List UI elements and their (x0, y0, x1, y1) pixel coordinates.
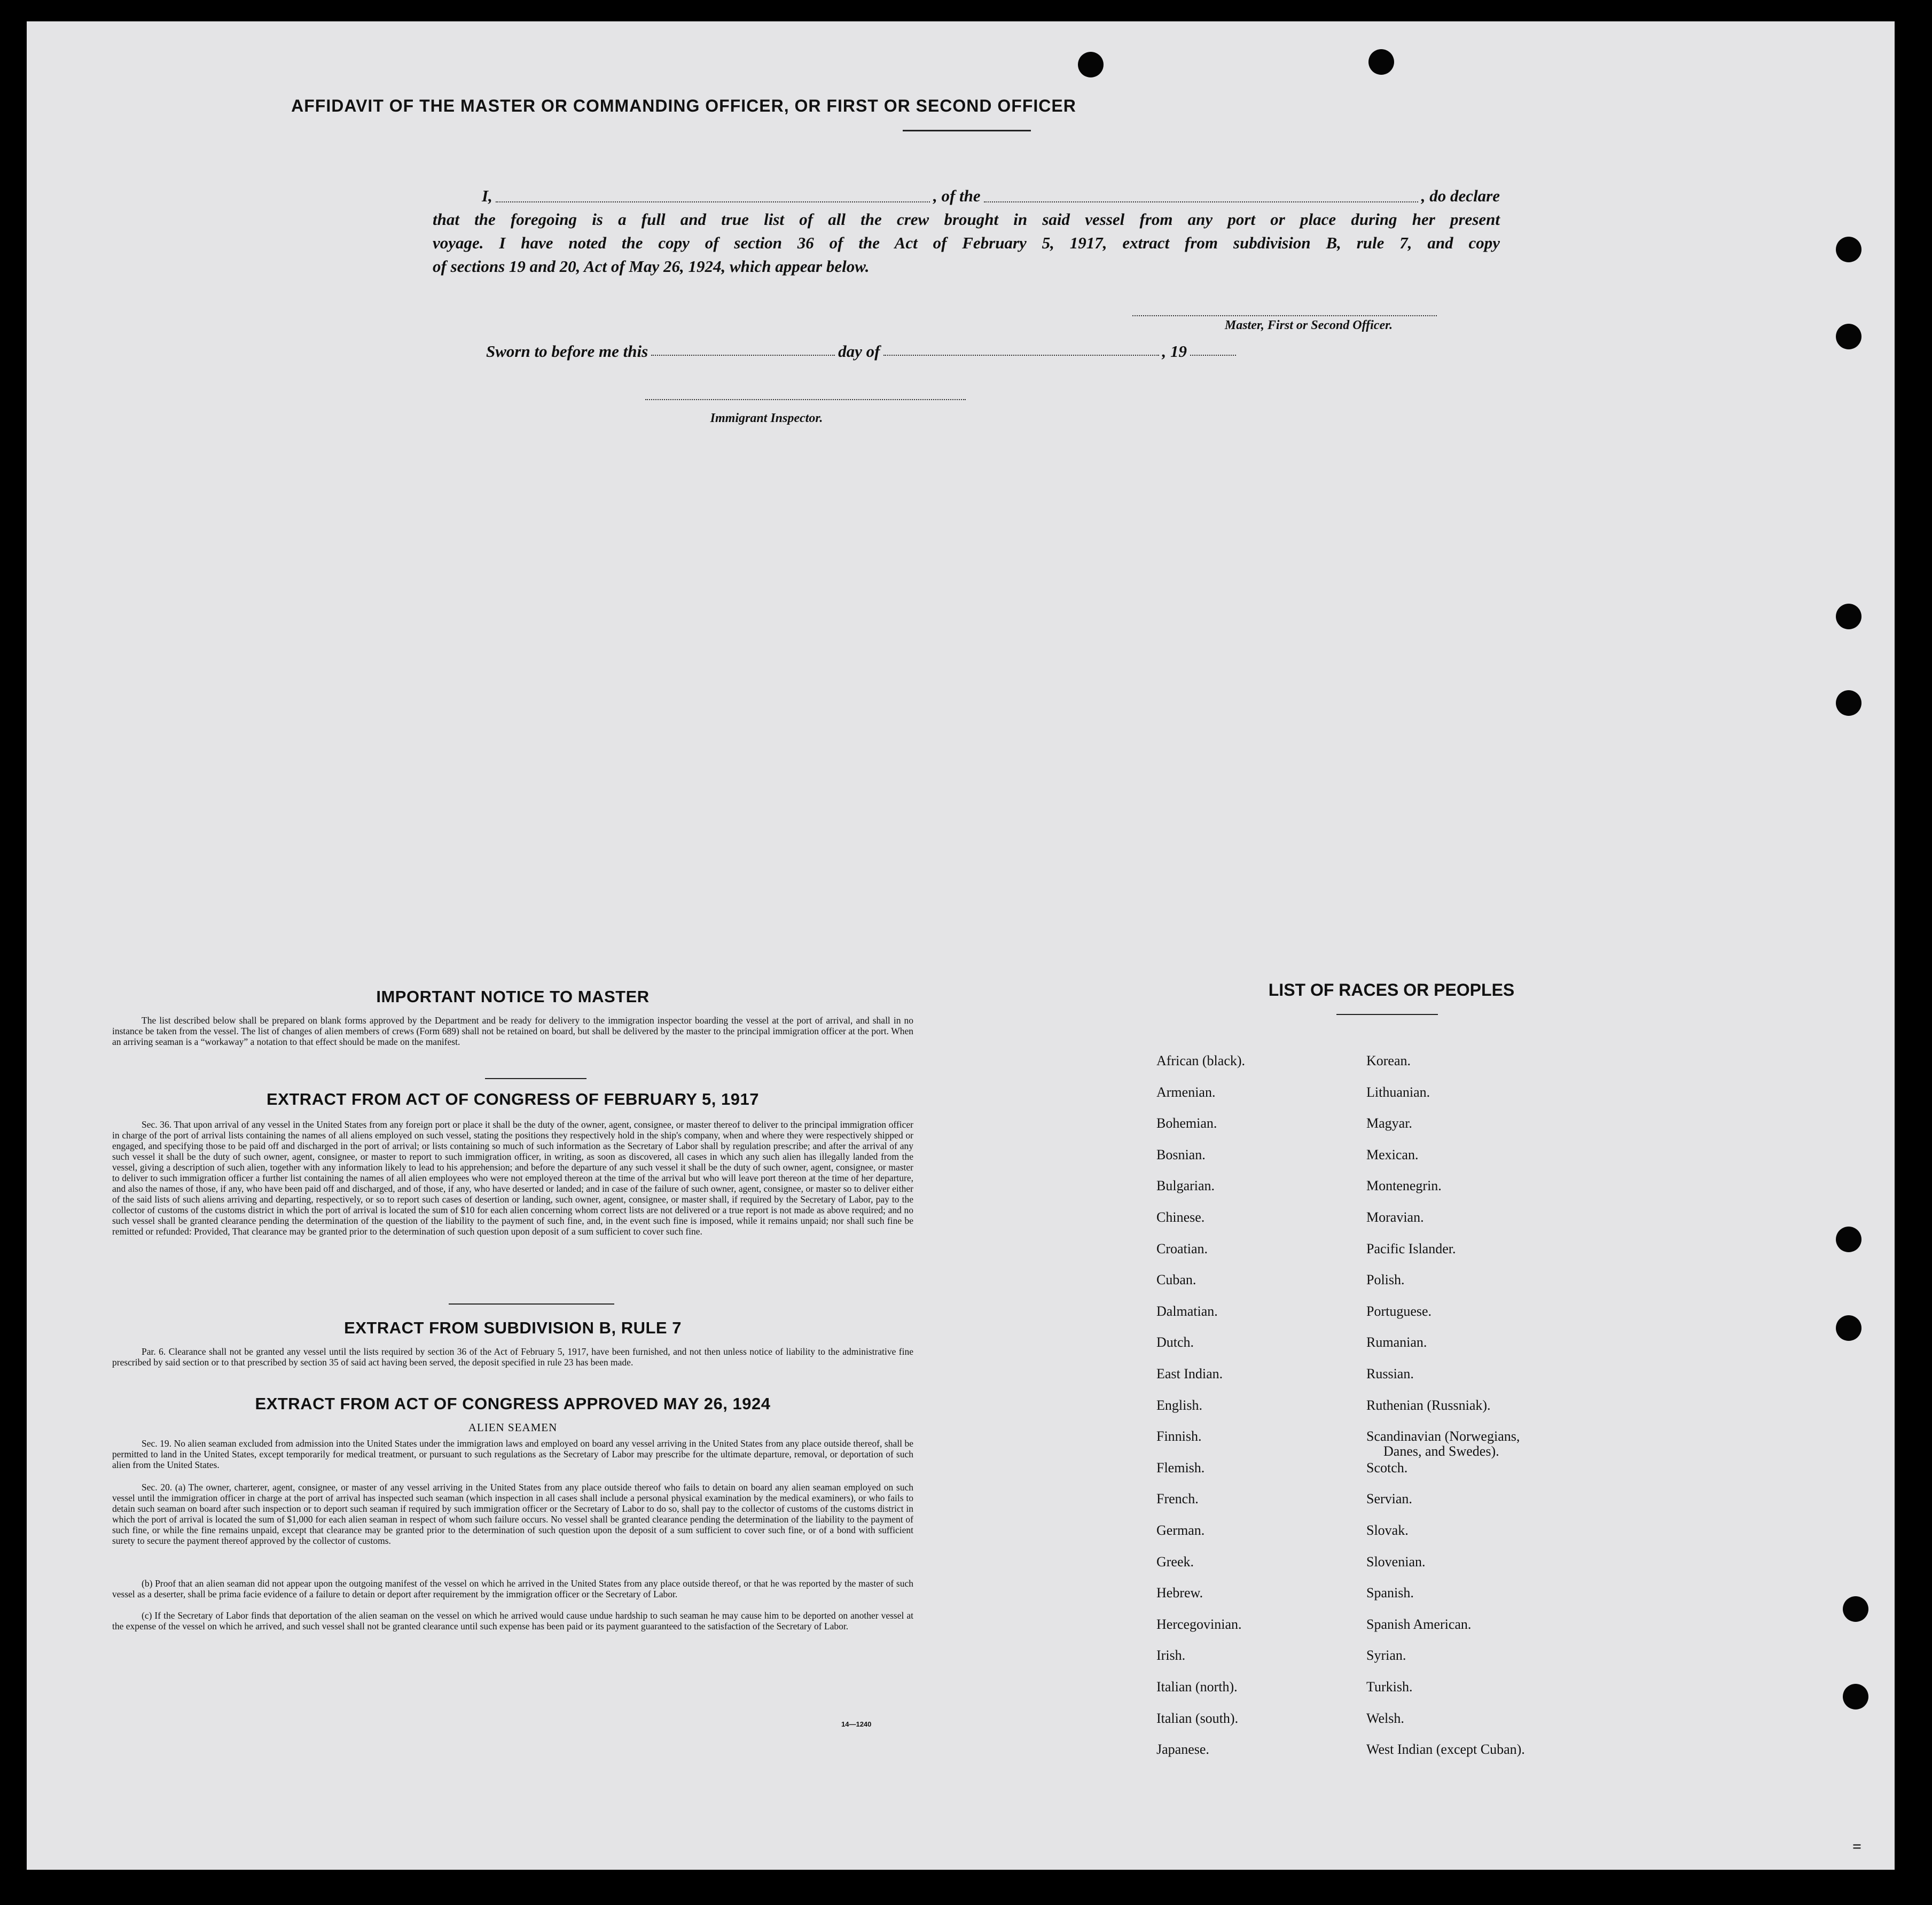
sworn-line (486, 342, 1239, 361)
inspector-caption: Immigrant Inspector. (710, 411, 823, 425)
race-item: Turkish. (1366, 1679, 1413, 1695)
punch-hole (1836, 237, 1861, 262)
race-item: Flemish. (1156, 1459, 1205, 1475)
race-item: Spanish. (1366, 1585, 1414, 1601)
section-divider (485, 1078, 586, 1079)
important-notice-title: IMPORTANT NOTICE TO MASTER (376, 987, 650, 1006)
master-signature-caption: Master, First or Second Officer. (1224, 318, 1393, 332)
race-item: Spanish American. (1366, 1616, 1472, 1632)
race-item: Finnish. (1156, 1428, 1202, 1445)
race-item: Syrian. (1366, 1648, 1406, 1664)
race-item: Scotch. (1366, 1459, 1408, 1475)
race-item: Cuban. (1156, 1272, 1196, 1288)
act-1917-title: EXTRACT FROM ACT OF CONGRESS OF FEBRUARY 5, 1917 (267, 1090, 759, 1108)
affidavit-title: AFFIDAVIT OF THE MASTER OR COMMANDING OFFICER, OR FIRST OR SECOND OFFICER (291, 96, 1076, 115)
section-divider (449, 1303, 614, 1305)
race-item: Danes, and Swedes). (1383, 1443, 1499, 1459)
rule-7-text: Par. 6. Clearance shall not be granted any vessel until the lists required by section 36 of the Act of February 5, 1917, have been furnished, and not then unless notice of liability to the administrative fine prescribed by said section or to that prescribed by section 35 of said act having been served, the deposit specified in rule 23 has been made. (112, 1346, 913, 1368)
punch-hole (1843, 1684, 1868, 1709)
race-item: Croatian. (1156, 1240, 1208, 1256)
race-item: Servian. (1366, 1491, 1412, 1507)
race-item: Irish. (1156, 1648, 1186, 1664)
race-item: Ruthenian (Russniak). (1366, 1397, 1491, 1413)
affidavit-text (433, 184, 1500, 278)
punch-hole (1836, 324, 1861, 349)
race-item: Polish. (1366, 1272, 1405, 1288)
race-item: Bulgarian. (1156, 1178, 1215, 1194)
inspector-signature-line[interactable] (645, 399, 966, 400)
race-item: Rumanian. (1366, 1334, 1427, 1350)
race-item: Magyar. (1366, 1115, 1412, 1131)
race-item: Japanese. (1156, 1742, 1209, 1758)
race-item: Italian (north). (1156, 1679, 1238, 1695)
race-item: Armenian. (1156, 1084, 1216, 1100)
sworn-day-of: day of (838, 342, 880, 361)
race-item: Scandinavian (Norwegians, (1366, 1428, 1520, 1445)
act-1917-text: Sec. 36. That upon arrival of any vessel in the United States from any foreign port or place it shall be the duty of the owner, agent, consignee, or master thereof to deliver to the principal immigration officer in charge of the port of arrival lists containing the names of all aliens employed on such vessel, stating the positions they respectively hold in the ship's company, when and where they were respectively shipped or engaged, and specifying those to be paid off and discharged in the port of arrival; or lists containing so much of such information as the Secretary of Labor shall by regulation prescribe; and after the arrival of any such vessel it shall be the duty of such owner, agent, consignee, or master to report to such immigration officer, in writing, as soon as discovered, all cases in which any such alien has illegally landed from the vessel, giving a description of such alien, together with any information likely to lead to his apprehension; and before the departure of any such vessel it shall be the duty of such owner, agent, consignee, or master to deliver to such immigration officer a further list containing the names of all alien employees who were not employed thereon at the time of the arrival but who will leave port thereon at the time of her departure, and also the names of those, if any, who have been paid off and discharged, and of those, if any, who have deserted or landed; and in case of the failure of such owner, agent, consignee, or master so to deliver either of the said lists of such aliens arriving and departing, respectively, or so to report such cases of desertion or landing, such owner, agent, consignee, or master shall, if required by the Secretary of Labor, pay to the collector of customs of the customs district in which the port of arrival is located the sum of $10 for each alien concerning whom correct lists are not delivered or a true report is not made as above required; and no such vessel shall be granted clearance pending the determination of the question of the liability to the payment of such fine, and, in the event such fine is imposed, while it remains unpaid; nor shall such fine be remitted or refunded: Provided, That clearance may be granted prior to the determination of such question upon deposit of a sum sufficient to cover such fine. (112, 1119, 913, 1237)
sec-20b-text: (b) Proof that an alien seaman did not appear upon the outgoing manifest of the vessel on which he arrived in the United States from any place outside thereof, or that he was reported by the master of such vessel as a deserter, shall be prima facie evidence of a failure to detain or deport after requirement by the immigration officer or the Secretary of Labor. (112, 1578, 913, 1599)
race-item: Portuguese. (1366, 1303, 1432, 1319)
name-fill-line[interactable] (496, 201, 930, 202)
punch-hole (1368, 49, 1394, 75)
race-item: West Indian (except Cuban). (1366, 1742, 1525, 1758)
race-item: Mexican. (1366, 1146, 1419, 1162)
affidavit-body-line: voyage. I have noted the copy of section 36 of the Act of February 5, 1917, extract from subdivision B, rule 7, and copy (433, 233, 1500, 252)
punch-hole (1836, 1227, 1861, 1252)
alien-seamen-subtitle: ALIEN SEAMEN (468, 1421, 558, 1434)
race-item: Dutch. (1156, 1334, 1194, 1350)
act-1924-title: EXTRACT FROM ACT OF CONGRESS APPROVED MAY 26, 1924 (255, 1394, 771, 1413)
page-mark: = (1852, 1838, 1862, 1855)
document-page (27, 21, 1895, 1870)
important-notice-text: The list described below shall be prepared on blank forms approved by the Department and be ready for delivery to the immigration inspector boarding the vessel at the port of arrival, and shall in no instance be taken from the vessel. The list of changes of alien members of crews (Form 689) shall not be retained on board, but shall be delivered by the master to the principal immigration officer at the port. When an arriving seaman is a “workaway” a notation to that effect should be made on the manifest. (112, 1015, 913, 1047)
punch-hole (1843, 1596, 1868, 1622)
race-item: German. (1156, 1523, 1205, 1538)
sworn-month-fill[interactable] (883, 355, 1159, 356)
sec-19-text: Sec. 19. No alien seaman excluded from admission into the United States under the immigration laws and employed on board any vessel arriving in the United States from any place outside thereof, shall be permitted to land in the United States, except temporarily for medical treatment, or pursuant to such regulations as the Secretary of Labor may prescribe for the ultimate departure, removal, or deportation of such alien from the United States. (112, 1438, 913, 1470)
race-item: Hercegovinian. (1156, 1616, 1242, 1632)
punch-hole (1078, 52, 1104, 77)
sworn-year-fill[interactable] (1190, 355, 1236, 356)
race-item: Welsh. (1366, 1710, 1404, 1726)
affidavit-body-line: of sections 19 and 20, Act of May 26, 1924, which appear below. (433, 257, 870, 276)
form-number: 14—1240 (841, 1720, 872, 1728)
sworn-prefix: Sworn to before me this (486, 342, 648, 361)
punch-hole (1836, 690, 1861, 716)
race-item: Slovak. (1366, 1523, 1409, 1538)
declaration-end: , do declare (1421, 186, 1500, 205)
race-item: French. (1156, 1491, 1199, 1507)
race-item: English. (1156, 1397, 1202, 1413)
race-item: Pacific Islander. (1366, 1240, 1456, 1256)
race-item: Lithuanian. (1366, 1084, 1430, 1100)
sec-20c-text: (c) If the Secretary of Labor finds that deportation of the alien seaman on the vessel on which he arrived would cause undue hardship to such seaman he may cause him to be deported on another vessel at the expense of the vessel on which he arrived, and such vessel shall not be granted clearance until such expense has been paid or its payment guaranteed to the satisfaction of the Secretary of Labor. (112, 1610, 913, 1631)
sec-20a-text: Sec. 20. (a) The owner, charterer, agent, consignee, or master of any vessel arriving in the United States from any place outside thereof who fails to detain on board any alien seaman employed on such vessel until the immigration officer in charge at the port of arrival has inspected such seaman (which inspection in all cases shall include a personal physical examination by the medical examiners), or who fails to detain such seaman on board after such inspection or to deport such seaman if required by such immigration officer or the Secretary of Labor to do so, shall pay to the collector of customs of the customs district in which the port of arrival is located the sum of $1,000 for each alien seaman in respect of whom such failure occurs. No vessel shall be granted clearance pending the determination of the liability to the payment of such fine, or while the fine remains unpaid, except that clearance may be granted prior to the determination of such question upon the deposit of a sum sufficient to cover such fine, or of a bond with sufficient surety to secure the payment thereof approved by the collector of customs. (112, 1482, 913, 1546)
punch-hole (1836, 604, 1861, 629)
master-signature-line[interactable] (1132, 315, 1437, 316)
race-item: Greek. (1156, 1553, 1194, 1570)
race-item: Montenegrin. (1366, 1178, 1442, 1194)
race-item: Chinese. (1156, 1209, 1205, 1225)
race-item: Slovenian. (1366, 1553, 1426, 1570)
sworn-year: , 19 (1162, 342, 1187, 361)
races-list-title: LIST OF RACES OR PEOPLES (1268, 980, 1515, 1000)
declaration-of-the: , of the (933, 186, 981, 205)
punch-hole (1836, 1315, 1861, 1341)
declaration-i: I, (482, 186, 492, 205)
race-item: Korean. (1366, 1053, 1411, 1068)
race-item: Bosnian. (1156, 1146, 1206, 1162)
sworn-day-fill[interactable] (651, 355, 835, 356)
race-item: Italian (south). (1156, 1710, 1239, 1726)
affidavit-body-line: that the foregoing is a full and true list of all the crew brought in said vessel from any port or place during her present (433, 210, 1500, 229)
vessel-fill-line[interactable] (984, 201, 1418, 202)
race-item: Russian. (1366, 1366, 1414, 1381)
race-item: East Indian. (1156, 1366, 1223, 1381)
declaration-line (433, 184, 1500, 208)
race-item: African (black). (1156, 1053, 1246, 1068)
rule-7-title: EXTRACT FROM SUBDIVISION B, RULE 7 (344, 1318, 682, 1337)
race-item: Moravian. (1366, 1209, 1424, 1225)
race-item: Bohemian. (1156, 1115, 1217, 1131)
races-title-underline (1336, 1014, 1438, 1015)
race-item: Dalmatian. (1156, 1303, 1218, 1319)
title-underline (903, 130, 1031, 131)
race-item: Hebrew. (1156, 1585, 1203, 1601)
